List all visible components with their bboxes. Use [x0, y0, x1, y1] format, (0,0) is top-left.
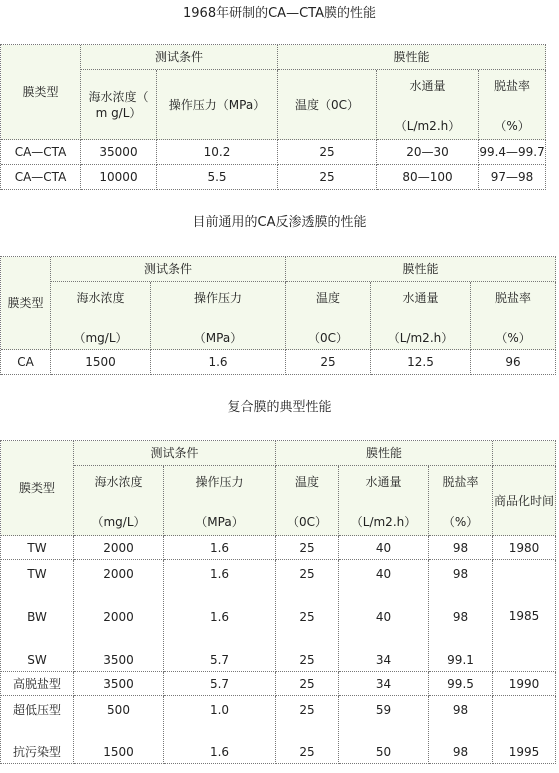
header-year-spacer [493, 441, 556, 466]
cell-flux-line: 40 [375, 567, 392, 581]
header-salt-rejection-unit: （%） [495, 331, 531, 345]
header-temperature-label: 温度 [316, 291, 341, 305]
cell-flux-line: 59 [375, 703, 392, 717]
header-test-conditions: 测试条件 [74, 441, 276, 466]
header-temperature-unit: （0C） [308, 331, 349, 345]
cell-type: TW [1, 536, 74, 560]
header-salt-rejection-label: 脱盐率 [495, 291, 532, 305]
header-temperature [276, 466, 339, 536]
cell-concentration-line: 2000 [103, 567, 134, 581]
header-pressure-unit: （MPa） [193, 331, 243, 345]
cell-salt-line: 98 [452, 610, 469, 624]
cell-temperature: 25 [276, 536, 339, 560]
cell-temperature [276, 696, 339, 764]
header-membrane-type: 膜类型 [1, 441, 74, 536]
header-salt-rejection-label: 脱盐率 [442, 475, 479, 489]
header-water-flux-label: 水通量 [409, 79, 446, 93]
table-row [1, 350, 556, 375]
header-pressure-label: 操作压力 [194, 291, 243, 305]
cell-salt-rejection: 98 [429, 536, 493, 560]
cell-flux [339, 696, 429, 764]
cell-salt-rejection [429, 560, 493, 672]
cell-type [1, 560, 74, 672]
cell-type-line: BW [27, 610, 47, 624]
cell-flux-line: 40 [375, 610, 392, 624]
table1 [0, 44, 546, 190]
cell-temperature-line: 25 [299, 653, 315, 667]
table-row [1, 560, 556, 672]
cell-pressure-line: 5.7 [209, 653, 230, 667]
cell-salt-line: 98 [452, 703, 469, 717]
cell-temperature-line: 25 [299, 567, 315, 581]
cell-concentration: 10000 [81, 165, 157, 190]
header-salt-rejection-unit: （%） [494, 119, 530, 133]
table2-title: 目前通用的CA反渗透膜的性能 [192, 215, 367, 230]
cell-flux: 40 [339, 536, 429, 560]
cell-flux: 20—30 [377, 140, 479, 165]
header-concentration-unit: （mg/L） [91, 515, 146, 529]
cell-salt-rejection [429, 696, 493, 764]
header-concentration-label: 海水浓度 [94, 475, 143, 489]
header-seawater-concentration: 海水浓度（ m g/L） [81, 70, 157, 140]
cell-concentration: 3500 [74, 672, 164, 696]
cell-type: CA—CTA [1, 165, 81, 190]
cell-type [1, 696, 74, 764]
header-test-conditions: 测试条件 [81, 45, 278, 70]
cell-type-line: 超低压型 [12, 703, 61, 717]
header-salt-rejection-unit: （%） [442, 515, 479, 529]
header-operating-pressure: 操作压力（MPa） [157, 70, 278, 140]
table3-title: 复合膜的典型性能 [227, 400, 332, 415]
cell-temperature: 25 [276, 672, 339, 696]
cell-year-line: 1995 [508, 745, 540, 759]
header-salt-rejection [479, 70, 546, 140]
cell-flux-line: 34 [375, 653, 392, 667]
table-row [1, 140, 546, 165]
cell-year [493, 696, 556, 764]
header-membrane-type: 膜类型 [1, 45, 81, 140]
cell-salt-line: 98 [452, 567, 469, 581]
cell-pressure-line: 1.0 [209, 703, 230, 717]
header-operating-pressure [151, 282, 286, 350]
cell-pressure-line: 1.6 [209, 567, 230, 581]
cell-temperature-line: 25 [299, 745, 315, 759]
cell-flux-line: 50 [375, 745, 392, 759]
cell-concentration-line: 500 [107, 703, 130, 717]
cell-pressure: 10.2 [157, 140, 278, 165]
header-operating-pressure [164, 466, 276, 536]
cell-pressure: 5.7 [164, 672, 276, 696]
header-water-flux [371, 282, 471, 350]
cell-salt-rejection: 96 [471, 350, 556, 375]
cell-salt-rejection: 97—98 [479, 165, 546, 190]
cell-type-line: TW [27, 567, 47, 581]
header-commercialization-year: 商品化时间 [493, 466, 556, 536]
header-seawater-concentration [51, 282, 151, 350]
header-temperature-unit: （0C） [287, 515, 328, 529]
cell-pressure: 5.5 [157, 165, 278, 190]
header-water-flux-label: 水通量 [365, 475, 402, 489]
cell-type: CA—CTA [1, 140, 81, 165]
cell-concentration: 1500 [51, 350, 151, 375]
cell-pressure-line: 1.6 [209, 610, 230, 624]
header-pressure-unit: （MPa） [195, 515, 244, 529]
header-salt-rejection [471, 282, 556, 350]
header-water-flux [377, 70, 479, 140]
cell-temperature [276, 560, 339, 672]
cell-salt-line: 98 [452, 745, 469, 759]
header-test-conditions: 测试条件 [51, 257, 286, 282]
header-membrane-performance: 膜性能 [276, 441, 493, 466]
header-salt-rejection [429, 466, 493, 536]
cell-pressure: 1.6 [164, 536, 276, 560]
cell-pressure: 1.6 [151, 350, 286, 375]
header-water-flux-unit: （L/m2.h） [394, 119, 461, 133]
header-pressure-label: 操作压力 [195, 475, 244, 489]
header-salt-rejection-label: 脱盐率 [494, 79, 531, 93]
cell-concentration [74, 696, 164, 764]
cell-flux: 12.5 [371, 350, 471, 375]
header-temperature-label: 温度 [295, 475, 320, 489]
header-water-flux-unit: （L/m2.h） [387, 331, 454, 345]
cell-salt-line: 99.1 [447, 653, 474, 667]
cell-salt-rejection: 99.4—99.7 [479, 140, 546, 165]
cell-temperature: 25 [278, 165, 377, 190]
header-concentration-unit: （mg/L） [73, 331, 128, 345]
cell-concentration: 2000 [74, 536, 164, 560]
cell-temperature: 25 [286, 350, 371, 375]
header-membrane-performance: 膜性能 [286, 257, 556, 282]
cell-temperature-line: 25 [299, 610, 315, 624]
header-membrane-performance: 膜性能 [278, 45, 546, 70]
header-seawater-concentration [74, 466, 164, 536]
cell-concentration: 35000 [81, 140, 157, 165]
table3 [0, 440, 556, 764]
cell-flux [339, 560, 429, 672]
header-membrane-type: 膜类型 [1, 257, 51, 350]
cell-concentration-line: 3500 [103, 653, 134, 667]
cell-year: 1980 [493, 536, 556, 560]
header-water-flux-label: 水通量 [402, 291, 439, 305]
cell-temperature-line: 25 [299, 703, 315, 717]
cell-flux: 80—100 [377, 165, 479, 190]
cell-temperature: 25 [278, 140, 377, 165]
cell-year: 1985 [493, 560, 556, 672]
cell-concentration-line: 1500 [103, 745, 134, 759]
cell-type-line: SW [27, 653, 47, 667]
table2 [0, 256, 556, 375]
cell-concentration-line: 2000 [103, 610, 134, 624]
header-water-flux [339, 466, 429, 536]
cell-type: 高脱盐型 [1, 672, 74, 696]
table-row [1, 672, 556, 696]
cell-salt-rejection: 99.5 [429, 672, 493, 696]
header-water-flux-unit: （L/m2.h） [350, 515, 417, 529]
table-row [1, 696, 556, 764]
cell-year: 1990 [493, 672, 556, 696]
cell-type: CA [1, 350, 51, 375]
header-temperature [286, 282, 371, 350]
cell-pressure [164, 696, 276, 764]
table-row [1, 165, 546, 190]
table-row [1, 536, 556, 560]
cell-flux: 34 [339, 672, 429, 696]
table1-title: 1968年研制的CA—CTA膜的性能 [183, 6, 376, 21]
cell-concentration [74, 560, 164, 672]
cell-pressure-line: 1.6 [209, 745, 230, 759]
cell-pressure [164, 560, 276, 672]
cell-type-line: 抗污染型 [12, 745, 61, 759]
header-concentration-label: 海水浓度 [76, 291, 125, 305]
header-temperature: 温度（0C） [278, 70, 377, 140]
